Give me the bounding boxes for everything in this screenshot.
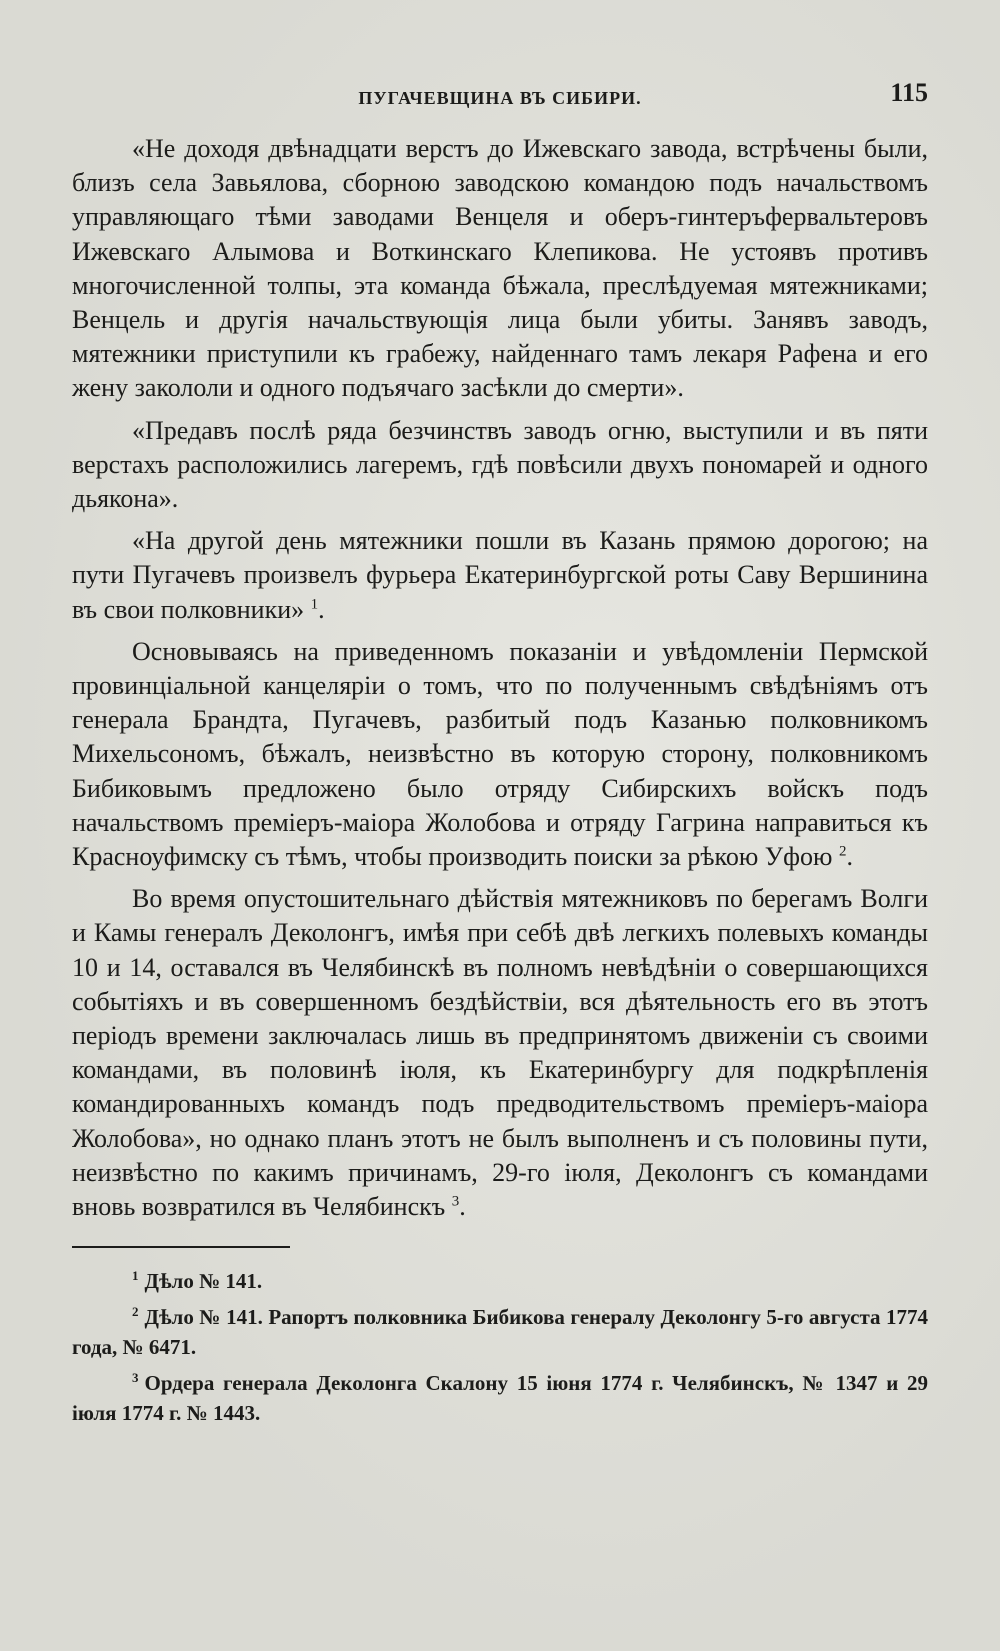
paragraph [72, 132, 928, 406]
paragraph-text: «Не доходя двѣнадцати верстъ до Ижевскаго завода, встрѣчены были, близъ села Завьялова, сборною заводскою командою подъ начальствомъ управляющаго тѣми заводами Венцеля и оберъ-гинтеръфервальтеровъ Ижевскаго Алымова и Воткинскаго Клепикова. Не устоявъ противъ многочисленной толпы, эта команда бѣжала, преслѣдуемая мятежниками; Венцель и другія начальствующія лица были убиты. Занявъ заводъ, мятежники приступили къ грабежу, найденнаго тамъ лекаря Рафена и его жену закололи и одного подъячаго засѣкли до смерти». [72, 134, 928, 403]
footnote-text: Дѣло № 141. Рапортъ полковника Бибикова генералу Деколонгу 5-го августа 1774 года, № 6471. [72, 1305, 928, 1360]
footnote-ref: 2 [838, 843, 847, 860]
footnote-marker: 1 [132, 1268, 139, 1284]
page-header [72, 72, 928, 116]
footnote-ref: 3 [451, 1193, 460, 1210]
footnote-text: Ордера генерала Деколонга Скалону 15 іюня 1774 г. Челябинскъ, № 1347 и 29 іюля 1774 г. № 1443. [72, 1371, 928, 1426]
paragraph: Основываясь на приведенномъ показаніи и увѣдомленіи Пермской провинціальной канцеляріи о томъ, что по полученнымъ свѣдѣніямъ отъ генерала Брандта, Пугачевъ, разбитый подъ Казанью полковникомъ Михельсономъ, бѣжалъ, неизвѣстно въ которую сторону, полковникомъ Бибиковымъ предложено было отряду Сибирскихъ войскъ подъ начальствомъ преміеръ-маіора Жолобова и отряду Гагрина направиться къ Красноуфимску съ тѣмъ, чтобы производить поиски за рѣкою Уфою $^2$. [72, 636, 928, 872]
footnote [72, 1302, 928, 1362]
running-title: ПУГАЧЕВЩИНА ВЪ СИБИРИ. [358, 88, 642, 108]
footnote-divider [72, 1246, 290, 1248]
paragraph [72, 414, 928, 517]
page-number: 115 [890, 78, 928, 107]
footnote [72, 1368, 928, 1428]
paragraph-text: «Предавъ послѣ ряда безчинствъ заводъ огню, выступили и въ пяти верстахъ расположились лагеремъ, гдѣ повѣсили двухъ пономарей и одного дьякона». [72, 415, 928, 514]
footnote-marker: 3 [132, 1370, 139, 1386]
footnote-ref: 1 [310, 595, 319, 612]
paragraph: Во время опустошительнаго дѣйствія мятежниковъ по берегамъ Волги и Камы генералъ Деколонгъ, имѣя при себѣ двѣ легкихъ полевыхъ команды 10 и 14, оставался въ Челябинскѣ въ полномъ невѣдѣніи о совершающихся событіяхъ и въ совершенномъ бездѣйствіи, вся дѣятельность его въ этотъ періодъ времени заключалась лишь въ предпринятомъ движеніи съ своими командами, въ половинѣ іюля, къ Екатеринбургу для подкрѣпленія командированныхъ командъ подъ предводительствомъ преміеръ-маіора Жолобова», но однако планъ этотъ не былъ выполненъ и съ половины пути, неизвѣстно по какимъ причинамъ, 29-го іюля, Деколонгъ съ командами вновь возвратился въ Челябинскъ $^3$. [72, 884, 928, 1222]
paragraph: «На другой день мятежники пошли въ Казань прямою дорогою; на пути Пугачевъ произвелъ фурьера Екатеринбургской роты Саву Вершинина въ свои полковники» $^1$. [72, 526, 928, 624]
footnotes [72, 1266, 928, 1428]
footnote [72, 1266, 928, 1296]
body-text [72, 132, 928, 1224]
footnote-marker: 2 [132, 1304, 139, 1320]
paragraph-text: Основываясь на приведенномъ показаніи и увѣдомленіи Пермской провинціальной канцеляріи о томъ, что по полученнымъ свѣдѣніямъ отъ генерала Брандта, Пугачевъ, разбитый подъ Казанью полковникомъ Михельсономъ, бѣжалъ, неизвѣстно въ которую сторону, полковникомъ Бибиковымъ предложено было отряду Сибирскихъ войскъ подъ начальствомъ преміеръ-маіора Жолобова и отряду Гагрина направиться къ Красноуфимску съ тѣмъ, чтобы производить поиски за рѣкою Уфою [72, 636, 928, 872]
paragraph-text: «На другой день мятежники пошли въ Казань прямою дорогою; на пути Пугачевъ произвелъ фурьера Екатеринбургской роты Саву Вершинина въ свои полковники» [72, 526, 928, 624]
footnote-text: Дѣло № 141. [144, 1269, 263, 1294]
paragraph-text: Во время опустошительнаго дѣйствія мятежниковъ по берегамъ Волги и Камы генералъ Деколонгъ, имѣя при себѣ двѣ легкихъ полевыхъ команды 10 и 14, оставался въ Челябинскѣ въ полномъ невѣдѣніи о совершающихся событіяхъ и въ совершенномъ бездѣйствіи, вся дѣятельность его въ этотъ періодъ времени заключалась лишь въ предпринятомъ движеніи съ своими командами, въ половинѣ іюля, къ Екатеринбургу для подкрѣпленія командированныхъ командъ подъ предводительствомъ преміеръ-маіора Жолобова», но однако планъ этотъ не былъ выполненъ и съ половины пути, неизвѣстно по какимъ причинамъ, 29-го іюля, Деколонгъ съ командами вновь возвратился въ Челябинскъ [72, 884, 928, 1222]
